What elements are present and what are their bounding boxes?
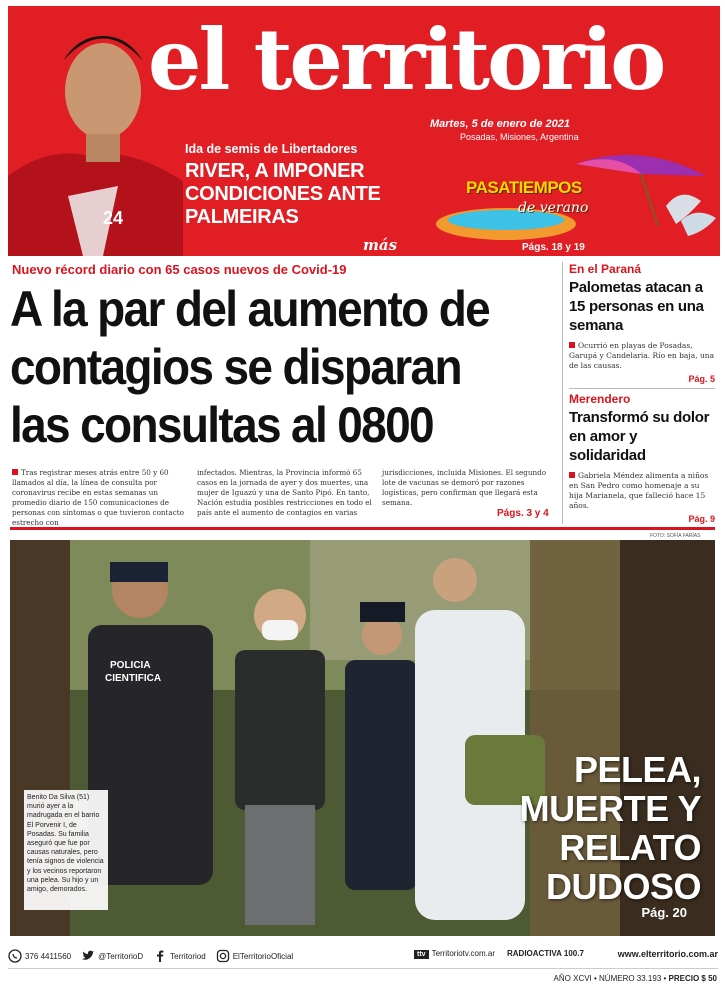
main-headline[interactable]: A la par del aumento de contagios se disparan las consultas al 0800 bbox=[10, 281, 490, 453]
main-kicker: Nuevo récord diario con 65 casos nuevos de Covid-19 bbox=[12, 262, 347, 277]
photo-headline bbox=[520, 750, 701, 906]
tv-icon: ttv bbox=[414, 950, 429, 959]
svg-text:24: 24 bbox=[103, 208, 124, 228]
photo-credit: FOTO: SOFÍA FARÍAS bbox=[650, 533, 701, 539]
whatsapp-number: 376 4411560 bbox=[25, 951, 72, 961]
footer-facebook[interactable] bbox=[153, 949, 206, 963]
teaser-kicker: Ida de semis de Libertadores bbox=[185, 142, 358, 156]
footer-twitter[interactable] bbox=[81, 949, 143, 963]
mas-section-logo: más bbox=[363, 236, 398, 254]
photo-headline-line: DUDOSO bbox=[545, 866, 701, 907]
masthead bbox=[8, 6, 720, 256]
main-body-col-1 bbox=[12, 468, 187, 528]
facebook-icon bbox=[153, 949, 167, 963]
side1-kicker: En el Paraná bbox=[569, 262, 642, 276]
footer-instagram[interactable] bbox=[216, 949, 293, 963]
issue-info: AÑO XCVI • NÚMERO 33.193 • PRECIO $ 50 bbox=[553, 974, 717, 983]
column-divider bbox=[562, 262, 563, 524]
svg-text:CIENTIFICA: CIENTIFICA bbox=[105, 673, 162, 684]
sidebar-divider bbox=[569, 388, 715, 389]
twitter-handle: @TerritorioD bbox=[98, 951, 144, 961]
side1-pages: Pág. 5 bbox=[688, 374, 715, 384]
footer-whatsapp[interactable] bbox=[8, 949, 71, 963]
promo-title: PASATIEMPOS bbox=[466, 178, 582, 197]
issue-number: NÚMERO 33.193 bbox=[599, 974, 662, 983]
main-body-col-3: jurisdicciones, incluida Misiones. El segundo lote de vacunas se demoró por razones logísticas, pero confirman que llegará esta semana. bbox=[382, 468, 547, 507]
footer-tv[interactable] bbox=[414, 949, 495, 959]
footer-bar bbox=[8, 944, 718, 968]
main-pages: Págs. 3 y 4 bbox=[497, 508, 549, 519]
issue-price: PRECIO $ 50 bbox=[668, 974, 717, 983]
main-text-1: Tras registrar meses atrás entre 50 y 60 llamados al día, la línea de consulta por coronavirus recibe en estas semanas un promedio diario de 150 comunicaciones de personas con síntomas o que tuvieron contacto estrecho con bbox=[12, 468, 184, 527]
side2-pages: Pág. 9 bbox=[688, 514, 715, 524]
bullet-icon bbox=[569, 342, 575, 348]
main-body-col-2: infectados. Mientras, la Provincia informó 65 casos en la jornada de ayer y dos muertes, una mujer de Iguazú y una de Santo Pipó. En tanto, Nación estudia posibles restricciones en todo el país ante el aumento de contagios en varias bbox=[197, 468, 372, 517]
photo-headline-line: RELATO bbox=[559, 827, 701, 868]
facebook-handle: Territoriod bbox=[170, 951, 206, 961]
side2-title: Transformó su dolor en amor y solidaridad bbox=[569, 409, 710, 464]
photo-headline-line: PELEA, bbox=[573, 749, 701, 790]
crime-scene-photo[interactable] bbox=[10, 540, 715, 936]
svg-text:POLICIA: POLICIA bbox=[110, 660, 151, 671]
side2-body: Gabriela Méndez alimenta a niños en San Pedro como homenaje a su hija Marianela, que falleció hace 15 años. bbox=[569, 471, 709, 510]
footer-divider bbox=[8, 968, 718, 969]
side1-body: Ocurrió en playas de Posadas, Garupá y Candelaria. Río en baja, una de las causas. bbox=[569, 341, 715, 370]
side-story-palometas[interactable] bbox=[569, 262, 715, 384]
photo-headline-line: MUERTE Y bbox=[519, 788, 701, 829]
sports-teaser[interactable] bbox=[185, 142, 425, 229]
side1-text bbox=[569, 341, 715, 371]
side1-title: Palometas atacan a 15 personas en una semana bbox=[569, 279, 704, 334]
instagram-icon bbox=[216, 949, 230, 963]
instagram-handle: ElTerritorioOficial bbox=[232, 951, 294, 961]
photo-caption: Benito Da Silva (51) murió ayer a la madrugada en el barrio El Porvenir I, de Posadas. Su familia aseguró que fue por causas naturales, pero tenía signos de violencia y los vecinos reportaron una pelea. Su hijo y un amigo, demorados. bbox=[24, 790, 108, 910]
footer-website[interactable]: www.elterritorio.com.ar bbox=[617, 949, 718, 959]
photo-pages: Pág. 20 bbox=[641, 905, 687, 920]
brand-logo: el territorio bbox=[148, 10, 664, 109]
side2-kicker: Merendero bbox=[569, 392, 631, 406]
bullet-icon bbox=[12, 469, 18, 475]
issue-place: Posadas, Misiones, Argentina bbox=[460, 132, 579, 142]
side2-text bbox=[569, 471, 715, 511]
footer-radio[interactable]: RADIOACTIVA 100.7 bbox=[506, 949, 584, 958]
pasatiempos-promo[interactable] bbox=[426, 146, 720, 256]
bullet-icon bbox=[569, 472, 575, 478]
issue-date: Martes, 5 de enero de 2021 bbox=[430, 118, 571, 130]
promo-subtitle: de verano bbox=[518, 200, 589, 216]
section-rule bbox=[10, 527, 715, 530]
main-body bbox=[12, 468, 557, 528]
issue-year: AÑO XCVI bbox=[553, 974, 592, 983]
whatsapp-icon bbox=[8, 949, 22, 963]
tv-url: Territoriotv.com.ar bbox=[431, 949, 495, 958]
twitter-icon bbox=[81, 949, 95, 963]
footer-media bbox=[414, 949, 584, 959]
side-story-merendero[interactable] bbox=[569, 392, 715, 524]
promo-pages: Págs. 18 y 19 bbox=[522, 242, 585, 253]
teaser-title: RIVER, A IMPONER CONDICIONES ANTE PALMEIRAS bbox=[185, 160, 381, 228]
